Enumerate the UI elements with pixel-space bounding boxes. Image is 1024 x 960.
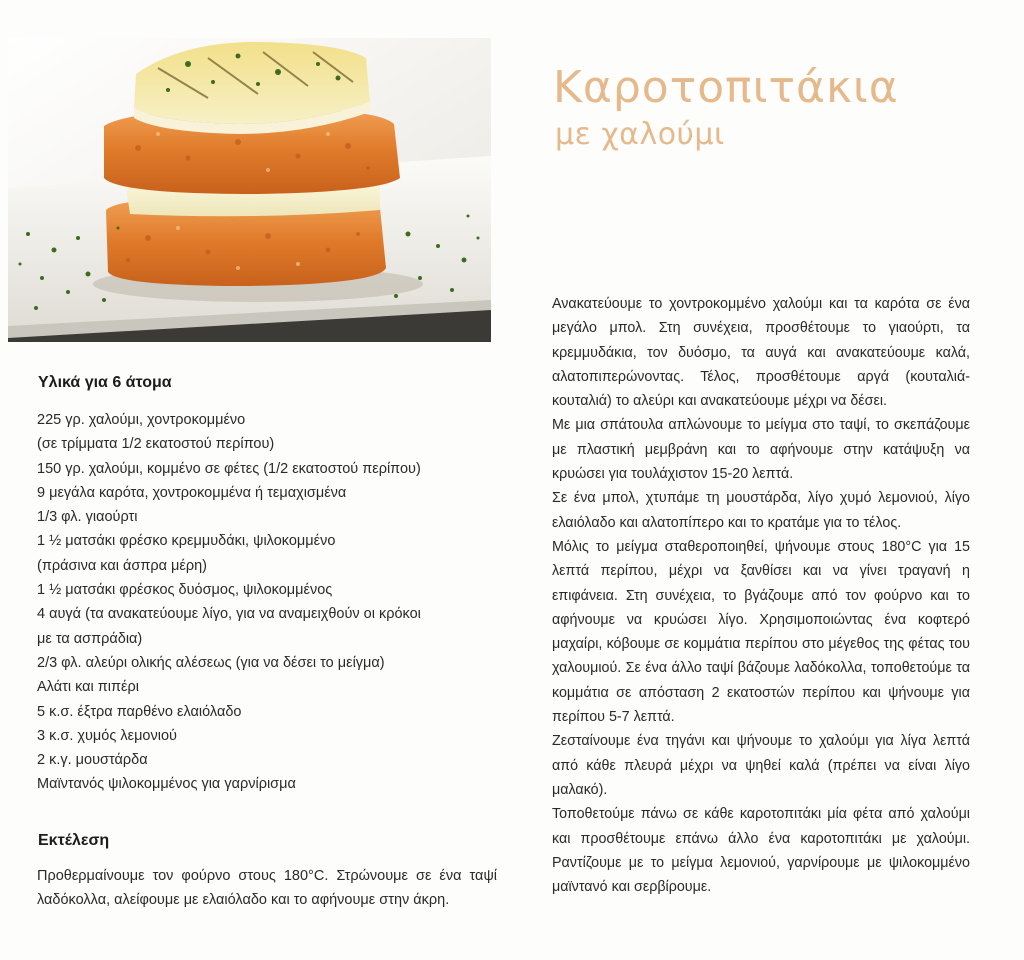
recipe-title: Καροτοπιτάκια (553, 62, 899, 113)
dish-photo (8, 38, 491, 342)
ingredient-line: 1 ½ ματσάκι φρέσκο κρεμμυδάκι, ψιλοκομμένο (37, 533, 336, 550)
recipe-subtitle: με χαλούμι (555, 117, 725, 152)
ingredients-heading: Υλικά για 6 άτομα (38, 374, 172, 391)
ingredient-line: 5 κ.σ. έξτρα παρθένο ελαιόλαδο (37, 703, 242, 720)
method-column (552, 292, 970, 899)
ingredient-line: 150 γρ. χαλούμι, κομμένο σε φέτες (1/2 εκατοστού περίπου) (37, 460, 421, 477)
ingredient-line: 2 κ.γ. μουστάρδα (37, 752, 148, 769)
method-paragraph: Τοποθετούμε πάνω σε κάθε καροτοπιτάκι μία φέτα από χαλούμι και προσθέτουμε επάνω άλλο ένα καροτοπιτάκι με χαλούμι. Ραντίζουμε με το μείγμα λεμονιού, γαρνίρουμε με ψιλοκομμένο μαϊντανό και σερβίρουμε. (552, 806, 970, 896)
ingredient-line: 9 μεγάλα καρότα, χοντροκομμένα ή τεμαχισμένα (37, 484, 347, 501)
ingredients-list (37, 408, 477, 797)
ingredient-line: 1/3 φλ. γιαούρτι (37, 509, 138, 526)
ingredient-line: 4 αυγά (τα ανακατεύουμε λίγο, για να αναμειχθούν οι κρόκοι (37, 606, 421, 623)
execution-intro: Προθερμαίνουμε τον φούρνο στους 180°C. Στρώνουμε σε ένα ταψί λαδόκολλα, αλείφουμε με ελαιόλαδο και το αφήνουμε στην άκρη. (37, 868, 497, 908)
method-paragraph: Με μια σπάτουλα απλώνουμε το μείγμα στο ταψί, το σκεπάζουμε με πλαστική μεμβράνη και το αφήνουμε στην κατάψυξη να κρυώσει για τουλάχιστον 15-20 λεπτά. (552, 417, 970, 483)
ingredient-line: Αλάτι και πιπέρι (37, 679, 139, 696)
carrot-halloumi-stack-image (8, 38, 491, 342)
method-paragraph: Ζεσταίνουμε ένα τηγάνι και ψήνουμε το χαλούμι για λίγα λεπτά από κάθε πλευρά μέχρι να ψηθεί καλά (πρέπει να είναι λίγο μαλακό). (552, 733, 970, 798)
ingredient-line: 225 γρ. χαλούμι, χοντροκομμένο (37, 412, 246, 428)
ingredient-line: 2/3 φλ. αλεύρι ολικής αλέσεως (για να δέσει το μείγμα) (37, 654, 385, 671)
ingredient-line: με τα ασπράδια) (37, 630, 143, 647)
ingredient-line: 3 κ.σ. χυμός λεμονιού (37, 727, 177, 744)
method-paragraph: Σε ένα μπολ, χτυπάμε τη μουστάρδα, λίγο χυμό λεμονιού, λίγο ελαιόλαδο και αλατοπίπερο και το κρατάμε για το τέλος. (552, 490, 970, 531)
ingredient-line: (πράσινα και άσπρα μέρη) (37, 557, 207, 574)
ingredient-line: (σε τρίμματα 1/2 εκατοστού περίπου) (37, 436, 275, 453)
ingredient-line: Μαϊντανός ψιλοκομμένος για γαρνίρισμα (37, 776, 296, 793)
method-paragraph: Μόλις το μείγμα σταθεροποιηθεί, ψήνουμε στους 180°C για 15 λεπτά περίπου, μέχρι να ξανθίσει και να γίνει τραγανή η επιφάνεια. Στη συνέχεια, το βγάζουμε από τον φούρνο και το αφήνουμε να κρυώσει λίγο. Χρησιμοποιώντας ένα κοφτερό μαχαίρι, κόβουμε σε κομμάτια περίπου στο μέγεθος της φέτας του χαλουμιού. Σε ένα άλλο ταψί βάζουμε λαδόκολλα, τοποθετούμε τα κομμάτια σε απόσταση 2 εκατοστών περίπου και ψήνουμε για περίπου 5-7 λεπτά. (552, 538, 970, 726)
method-paragraph: Ανακατεύουμε το χοντροκομμένο χαλούμι και τα καρότα σε ένα μεγάλο μπολ. Στη συνέχεια, προσθέτουμε το γιαούρτι, τα κρεμμυδάκια, τον δυόσμο, τα αυγά και ανακατεύουμε καλά, αλατοπιπερώνοντας. Τέλος, προσθέτουμε αργά (κουταλιά-κουταλιά) το αλεύρι και ανακατεύουμε μέχρι να δέσει. (552, 296, 970, 410)
ingredient-line: 1 ½ ματσάκι φρέσκος δυόσμος, ψιλοκομμένος (37, 582, 333, 599)
execution-heading: Εκτέλεση (38, 832, 110, 849)
